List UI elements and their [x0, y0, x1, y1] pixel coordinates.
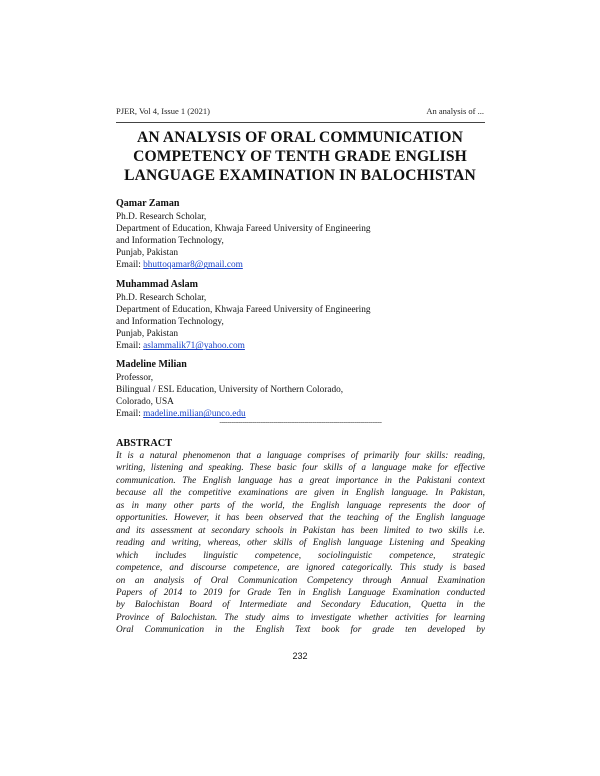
title-line: LANGUAGE EXAMINATION IN BALOCHISTAN	[124, 167, 476, 184]
page-number: 232	[292, 651, 308, 661]
author-block-1	[116, 198, 496, 272]
abstract-line: opportunities. However, it has been observed that the teaching of the English language	[116, 513, 485, 524]
abstract-line: Province of Balochistan. The study aims to investigate whether activities for learning	[116, 612, 485, 623]
abstract-heading: ABSTRACT	[116, 438, 173, 449]
email-link[interactable]: madeline.milian@unco.edu	[143, 409, 246, 420]
author-affiliation-line: Ph.D. Research Scholar,	[116, 212, 207, 223]
author-affiliation-line: Punjab, Pakistan	[116, 329, 178, 340]
author-affiliation-line: Department of Education, Khwaja Fareed University of Engineering	[116, 305, 371, 316]
abstract-line: It is a natural phenomenon that a language comprises of primarily four skills: reading,	[116, 451, 485, 461]
running-header	[116, 106, 484, 116]
header-journal-info: PJER, Vol 4, Issue 1 (2021)	[116, 106, 210, 116]
abstract-line: on an analysis of Oral Communication Competency through Annual Examination	[116, 575, 485, 586]
section-separator: ------------------------------------------------------------------------------------	[219, 418, 382, 426]
author-affiliation-line: Department of Education, Khwaja Fareed University of Engineering	[116, 224, 371, 235]
paper-title	[110, 128, 490, 185]
author-email-line	[116, 340, 496, 352]
author-affiliation-line: and Information Technology,	[116, 236, 224, 247]
header-rule	[116, 122, 485, 123]
abstract-line: writing, listening and speaking. These basic four skills of a language make for effective	[116, 463, 485, 474]
email-label: Email:	[116, 260, 144, 271]
author-name: Madeline Milian	[116, 359, 187, 370]
author-email-line	[116, 259, 496, 271]
author-affiliation-line: Colorado, USA	[116, 397, 174, 408]
abstract-line: and its assessment at secondary schools in Pakistan has been limited to two skills i.e.	[116, 525, 485, 536]
abstract-line: Oral Communication in the English Text book for grade ten developed by	[116, 625, 485, 636]
author-affiliation-line: Ph.D. Research Scholar,	[116, 293, 207, 304]
header-short-title: An analysis of ...	[426, 106, 484, 116]
abstract-line: because all the competitive examinations are given in English language. In Pakistan,	[116, 488, 485, 499]
abstract-line: communication. The English language has a great importance in the Pakistani context	[116, 475, 485, 486]
abstract-line: which includes linguistic competence, sociolinguistic competence, strategic	[116, 550, 485, 561]
email-label: Email:	[116, 341, 144, 352]
title-line: COMPETENCY OF TENTH GRADE ENGLISH	[133, 148, 467, 165]
abstract-line: Papers of 2014 to 2019 for Grade Ten in English Language Examination conducted	[116, 587, 485, 598]
email-link[interactable]: aslammalik71@yahoo.com	[143, 341, 245, 352]
author-affiliation-line: and Information Technology,	[116, 317, 224, 328]
author-name: Muhammad Aslam	[116, 279, 198, 290]
abstract-body	[116, 450, 485, 637]
abstract-line: competence, and discourse competence, are ignored categorically. This study is based	[116, 563, 485, 574]
title-line: AN ANALYSIS OF ORAL COMMUNICATION	[137, 129, 463, 146]
author-name: Qamar Zaman	[116, 198, 180, 209]
author-affiliation-line: Bilingual / ESL Education, University of Northern Colorado,	[116, 385, 344, 396]
abstract-line: by Balochistan Board of Intermediate and Secondary Education, Quetta in the	[116, 600, 485, 611]
email-label: Email:	[116, 409, 144, 420]
author-block-2	[116, 279, 496, 353]
author-affiliation-line: Professor,	[116, 373, 154, 384]
abstract-line: as in many other parts of the world, the English language represents the door of	[116, 500, 485, 511]
author-affiliation-line: Punjab, Pakistan	[116, 248, 178, 259]
email-link[interactable]: bhuttoqamar8@gmail.com	[143, 260, 243, 271]
abstract-line: reading and writing, whereas, other skills of English language Listening and Speaking	[116, 538, 485, 549]
author-block-3	[116, 359, 496, 420]
